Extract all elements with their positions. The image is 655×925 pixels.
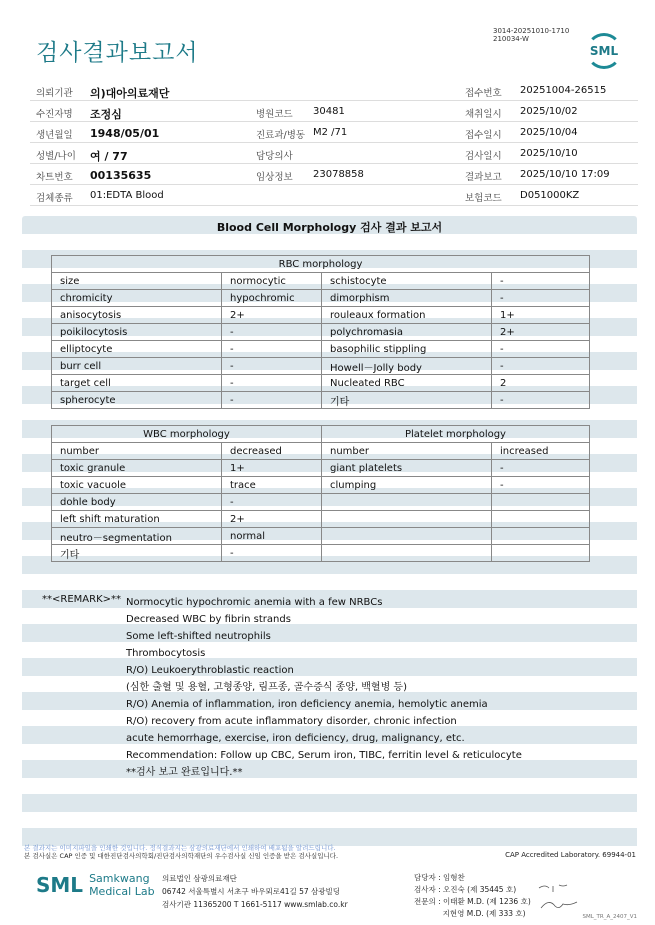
table-row	[52, 341, 590, 358]
info-row	[30, 101, 638, 122]
cell-value: decreased	[222, 443, 322, 460]
lab-address: 의료법인 삼광의료재단 06742 서울특별시 서초구 바우뫼로41길 57 삼광빌딩 검사기관 11365200 T 1661-5117 www.smlab.co.kr	[162, 874, 348, 909]
cell-label: toxic vacuole	[52, 477, 222, 494]
remark-line: **검사 보고 완료입니다.**	[126, 767, 243, 778]
table-row	[52, 324, 590, 341]
cell-value: hypochromic	[222, 290, 322, 307]
table-row	[52, 307, 590, 324]
table-row	[52, 494, 590, 511]
cell-label: 기타	[52, 545, 222, 562]
info-value: 2025/10/10 17:09	[520, 169, 610, 180]
table-row	[52, 358, 590, 375]
cell-value	[492, 494, 590, 511]
cell-value: -	[492, 477, 590, 494]
info-label: 접수일시	[465, 130, 502, 141]
table-row	[52, 477, 590, 494]
cell-label: basophilic stippling	[322, 341, 492, 358]
cell-value: 2	[492, 375, 590, 392]
info-label: 의뢰기관	[36, 88, 73, 99]
cell-value: -	[222, 341, 322, 358]
info-value: 여 / 77	[90, 150, 128, 163]
cell-label	[322, 545, 492, 562]
info-label: 채취일시	[465, 109, 502, 120]
cell-label: dimorphism	[322, 290, 492, 307]
remark-line: Decreased WBC by fibrin strands	[126, 614, 291, 625]
cell-label: elliptocyte	[52, 341, 222, 358]
cell-label: size	[52, 273, 222, 290]
cell-label: Howell－Jolly body	[322, 358, 492, 375]
cell-label: dohle body	[52, 494, 222, 511]
cell-label: target cell	[52, 375, 222, 392]
info-value: 의)대아의료재단	[90, 87, 170, 100]
remark-line: Thrombocytosis	[126, 648, 206, 659]
cell-label	[322, 494, 492, 511]
cell-label: left shift maturation	[52, 511, 222, 528]
info-value: D051000KZ	[520, 190, 580, 201]
table-row	[52, 392, 590, 409]
report-title: Blood Cell Morphology 검사 결과 보고서	[216, 221, 443, 234]
info-value: 1948/05/01	[90, 127, 160, 140]
info-value: 20251004-26515	[520, 85, 607, 96]
cell-value: trace	[222, 477, 322, 494]
remark-line: R/O) recovery from acute inflammatory disorder, chronic infection	[126, 716, 457, 727]
rbc-header: RBC morphology	[52, 256, 590, 273]
info-label: 검사일시	[465, 151, 502, 162]
cell-value	[492, 545, 590, 562]
info-label: 차트번호	[36, 172, 73, 183]
patient-info	[30, 80, 638, 206]
signatories: 담당자 : 임형찬 검사자 : 오진숙 (제 35445 호) 전문의 : 이태환 M.D. (제 1236 호) 지현영 M.D. (제 333 호)	[414, 873, 531, 918]
info-value: M2 /71	[313, 127, 348, 138]
cell-value: normal	[222, 528, 322, 545]
info-label: 접수번호	[465, 88, 502, 99]
cell-label: anisocytosis	[52, 307, 222, 324]
cell-value: -	[492, 273, 590, 290]
platelet-header: Platelet morphology	[322, 426, 590, 443]
signature-icon	[535, 880, 585, 914]
cell-value: -	[222, 494, 322, 511]
info-row	[30, 122, 638, 143]
info-row	[30, 143, 638, 164]
info-label: 보험코드	[465, 193, 502, 204]
remark-line: acute hemorrhage, exercise, iron deficiency, drug, malignancy, etc.	[126, 733, 465, 744]
remark-line: (심한 출혈 및 용혈, 고형종양, 림프종, 골수증식 종양, 백혈병 등)	[126, 682, 407, 693]
info-label: 담당의사	[256, 151, 293, 162]
cell-value: -	[492, 341, 590, 358]
info-row	[30, 80, 638, 101]
cell-label: schistocyte	[322, 273, 492, 290]
cell-label: 기타	[322, 392, 492, 409]
info-value: 2025/10/04	[520, 127, 578, 138]
info-value: 30481	[313, 106, 345, 117]
cell-label: neutro－segmentation	[52, 528, 222, 545]
cell-label: rouleaux formation	[322, 307, 492, 324]
table-row	[52, 511, 590, 528]
cell-label: number	[52, 443, 222, 460]
remark-line: Some left-shifted neutrophils	[126, 631, 271, 642]
cell-value: -	[222, 324, 322, 341]
page-title: 검사결과보고서	[36, 40, 199, 66]
cell-label: Nucleated RBC	[322, 375, 492, 392]
table-row	[52, 545, 590, 562]
table-row	[52, 443, 590, 460]
cap-accreditation: CAP Accredited Laboratory. 69944-01	[505, 851, 636, 859]
cell-value: normocytic	[222, 273, 322, 290]
info-row	[30, 185, 638, 206]
samkwang-logo: SML Samkwang Medical Lab	[36, 872, 155, 898]
cell-value: -	[222, 545, 322, 562]
cell-value: -	[222, 375, 322, 392]
table-row	[52, 290, 590, 307]
remark-label: **<REMARK>**	[42, 594, 121, 605]
cell-label: burr cell	[52, 358, 222, 375]
info-label: 검체종류	[36, 193, 73, 204]
info-label: 생년월일	[36, 130, 73, 141]
cell-value: -	[492, 290, 590, 307]
wbc-header: WBC morphology	[52, 426, 322, 443]
table-row	[52, 375, 590, 392]
notice-certification: 본 검사실은 CAP 인증 및 대한진단검사의학회/진단검사의학재단의 우수검사실 신임 인증을 받은 검사실입니다.	[24, 852, 339, 860]
info-label: 진료과/병동	[256, 130, 306, 141]
cell-value: -	[492, 460, 590, 477]
info-value: 2025/10/10	[520, 148, 578, 159]
cell-value: 1+	[222, 460, 322, 477]
cell-label: number	[322, 443, 492, 460]
info-value: 00135635	[90, 169, 152, 182]
table-row	[52, 273, 590, 290]
cell-value: 2+	[222, 511, 322, 528]
remark-line: Recommendation: Follow up CBC, Serum iron, TIBC, ferritin level & reticulocyte	[126, 750, 522, 761]
cell-label	[322, 528, 492, 545]
info-label: 성별/나이	[36, 151, 76, 162]
cell-label: clumping	[322, 477, 492, 494]
cell-label: poikilocytosis	[52, 324, 222, 341]
cell-label: chromicity	[52, 290, 222, 307]
info-label: 수진자명	[36, 109, 73, 120]
cell-value: -	[492, 358, 590, 375]
cell-value: 2+	[492, 324, 590, 341]
cell-label: spherocyte	[52, 392, 222, 409]
remark-line: Normocytic hypochromic anemia with a few NRBCs	[126, 597, 383, 608]
cell-label: giant platelets	[322, 460, 492, 477]
notice-image: 본 결과지는 이미지파일을 인쇄한 것입니다. 정식결과지는 삼광의료재단에서 인쇄하여 배포됨을 알려드립니다.	[24, 844, 336, 852]
info-value: 2025/10/02	[520, 106, 578, 117]
cell-value	[492, 528, 590, 545]
cell-label: polychromasia	[322, 324, 492, 341]
remark-line: R/O) Anemia of inflammation, iron deficiency anemia, hemolytic anemia	[126, 699, 488, 710]
cell-label: toxic granule	[52, 460, 222, 477]
cell-value	[492, 511, 590, 528]
cell-value: -	[492, 392, 590, 409]
info-label: 결과보고	[465, 172, 502, 183]
wbc-platelet-table	[51, 425, 590, 562]
cell-label	[322, 511, 492, 528]
remark-line: R/O) Leukoerythroblastic reaction	[126, 665, 294, 676]
form-version: SML_TR_A_2407_V1	[582, 914, 637, 920]
info-value: 23078858	[313, 169, 364, 180]
document-id: 3014-20251010-1710 210034-W	[493, 27, 570, 43]
table-row	[52, 460, 590, 477]
cell-value: -	[222, 358, 322, 375]
info-value: 조정심	[90, 108, 122, 121]
sml-logo: SML	[586, 33, 622, 69]
info-label: 병원코드	[256, 109, 293, 120]
info-value: 01:EDTA Blood	[90, 190, 164, 201]
rbc-morphology-table	[51, 255, 590, 409]
cell-value: -	[222, 392, 322, 409]
cell-value: increased	[492, 443, 590, 460]
table-row	[52, 528, 590, 545]
info-label: 임상정보	[256, 172, 293, 183]
info-row	[30, 164, 638, 185]
cell-value: 1+	[492, 307, 590, 324]
cell-value: 2+	[222, 307, 322, 324]
